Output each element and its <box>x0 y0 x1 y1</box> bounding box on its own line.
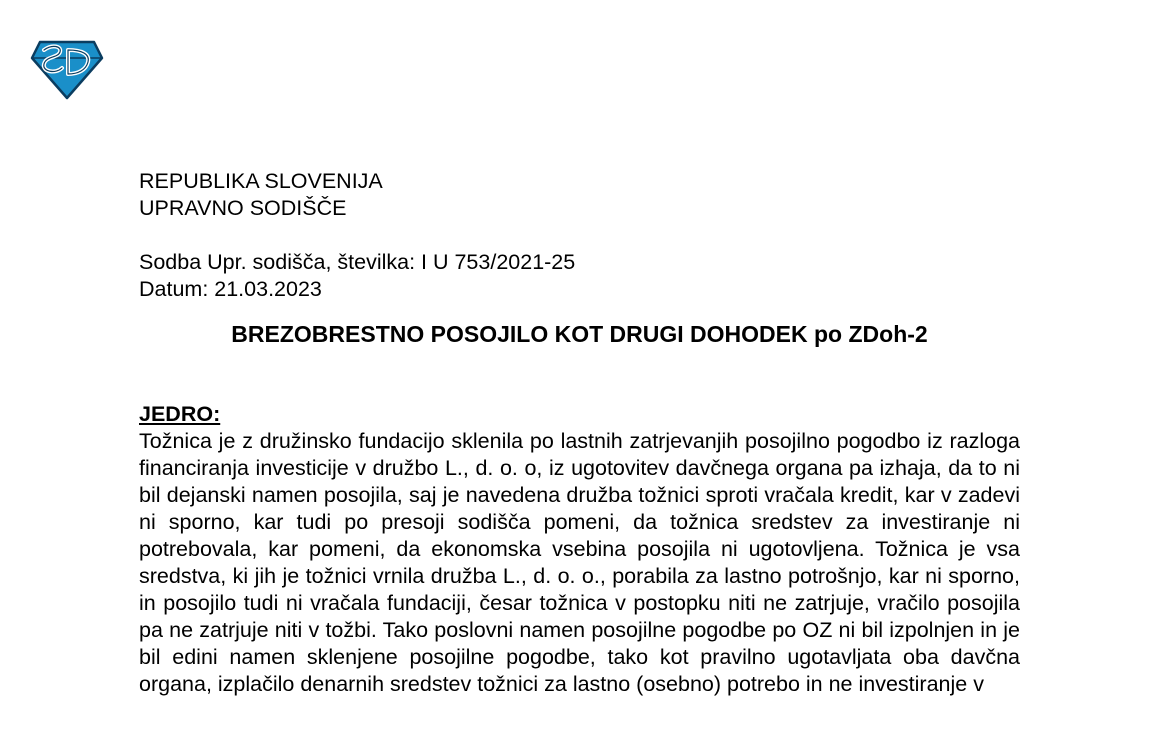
spacer <box>139 348 1020 401</box>
document-body <box>139 168 1020 698</box>
case-reference: Sodba Upr. sodišča, številka: I U 753/2021-25 <box>139 250 576 274</box>
spacer <box>139 222 1020 249</box>
court-logo-svg <box>30 40 104 100</box>
court-logo-icon <box>30 40 104 100</box>
court-name: UPRAVNO SODIŠČE <box>139 196 347 220</box>
case-date: Datum: 21.03.2023 <box>139 277 322 301</box>
document-title: BREZOBRESTNO POSOJILO KOT DRUGI DOHODEK po ZDoh-2 <box>231 321 928 347</box>
summary-heading: JEDRO: <box>139 402 221 426</box>
republic-name: REPUBLIKA SLOVENIJA <box>139 169 383 193</box>
summary-text: Tožnica je z družinsko fundacijo sklenila po lastnih zatrjevanjih posojilno pogodbo iz razloga financiranja investicije v družbo L., d. o. o, iz ugotovitev davčnega organa pa izhaja, da to ni bil dejanski namen posojila, saj je navedena družba tožnici sproti vračala kredit, kar v zadevi ni sporno, kar tudi po presoji sodišča pomeni, da tožnica sredstev za investiranje ni potrebovala, kar pomeni, da ekonomska vsebina posojila ni ugotovljena. Tožnica je vsa sredstva, ki jih je tožnici vrnila družba L., d. o. o., porabila za lastno potrošnjo, kar ni sporno, in posojilo tudi ni vračala fundaciji, česar tožnica v postopku niti ne zatrjuje, vračilo posojila pa ne zatrjuje niti v tožbi. Tako poslovni namen posojilne pogodbe po OZ ni bil izpolnjen in je bil edini namen sklenjene posojilne pogodbe, tako kot pravilno ugotavljata oba davčna organa, izplačilo denarnih sredstev tožnici za lastno (osebno) potrebo in ne investiranje v <box>139 429 1020 696</box>
